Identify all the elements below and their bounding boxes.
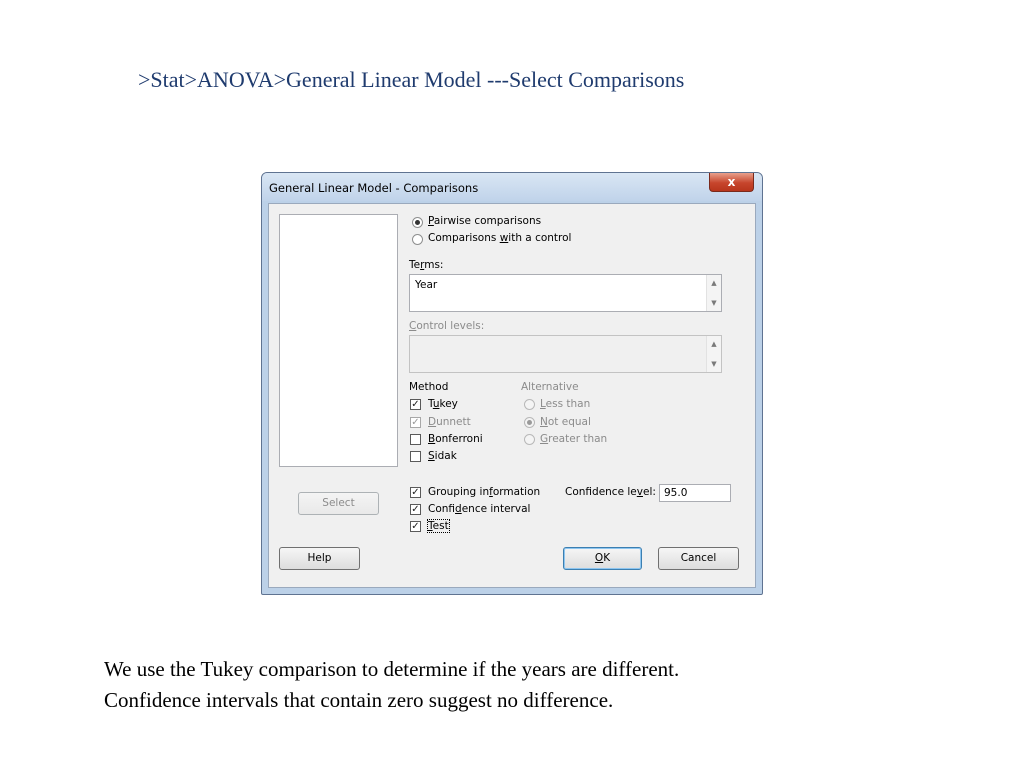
cancel-button[interactable]: Cancel xyxy=(658,547,739,570)
greater-than-radio[interactable] xyxy=(524,434,535,445)
tukey-checkbox[interactable]: ✓ xyxy=(411,399,420,410)
variables-listbox[interactable] xyxy=(279,214,398,467)
pairwise-comparisons-text: airwise comparisons xyxy=(433,215,542,227)
scroll-up-icon[interactable]: ▲ xyxy=(711,340,717,348)
confidence-level-label: Confidence level: xyxy=(565,486,656,498)
comparisons-with-control-radio[interactable] xyxy=(412,234,423,245)
test-label: Test xyxy=(428,520,449,532)
scroll-up-icon[interactable]: ▲ xyxy=(711,279,717,287)
ok-button[interactable]: OK xyxy=(563,547,642,570)
confidence-interval-checkbox[interactable]: ✓ xyxy=(411,504,420,515)
dialog-titlebar[interactable] xyxy=(262,173,762,201)
pairwise-comparisons-radio[interactable] xyxy=(412,217,423,228)
test-checkbox[interactable]: ✓ xyxy=(411,521,420,532)
dunnett-label: Dunnett xyxy=(428,416,471,428)
scroll-down-icon[interactable]: ▼ xyxy=(711,299,717,307)
grouping-information-label: Grouping information xyxy=(428,486,541,498)
less-than-label: Less than xyxy=(540,398,591,410)
slide-caption xyxy=(104,654,679,716)
close-button[interactable] xyxy=(709,173,754,192)
select-button[interactable]: Select xyxy=(298,492,379,515)
slide-title: >Stat>ANOVA>General Linear Model ---Select Comparisons xyxy=(138,67,685,92)
sidak-label: Sidak xyxy=(428,450,457,462)
grouping-information-checkbox[interactable]: ✓ xyxy=(411,487,420,498)
close-icon: x xyxy=(727,175,736,189)
alternative-label: Alternative xyxy=(521,381,579,393)
dunnett-checkbox[interactable]: ✓ xyxy=(411,417,420,428)
control-levels-textbox[interactable] xyxy=(409,335,722,373)
pairwise-comparisons-label: Pairwise comparisons xyxy=(428,215,542,227)
dialog-client-area xyxy=(268,203,756,588)
help-button[interactable]: Help xyxy=(279,547,360,570)
bonferroni-label: Bonferroni xyxy=(428,433,483,445)
bonferroni-checkbox[interactable] xyxy=(410,434,421,445)
not-equal-radio[interactable] xyxy=(524,417,535,428)
confidence-level-input[interactable]: 95.0 xyxy=(659,484,731,502)
control-levels-scrollbar[interactable] xyxy=(706,336,721,372)
terms-scrollbar[interactable] xyxy=(706,275,721,311)
caption-line-2: Confidence intervals that contain zero suggest no difference. xyxy=(104,688,614,712)
comparisons-with-control-label: Comparisons with a control xyxy=(428,232,572,244)
method-label: Method xyxy=(409,381,449,393)
less-than-radio[interactable] xyxy=(524,399,535,410)
comparisons-dialog xyxy=(261,172,763,595)
dialog-title: General Linear Model - Comparisons xyxy=(269,181,479,195)
control-levels-label: Control levels: xyxy=(409,320,485,332)
terms-label: Terms: xyxy=(409,259,444,271)
terms-value: Year xyxy=(415,279,438,291)
not-equal-label: Not equal xyxy=(540,416,591,428)
terms-textbox[interactable] xyxy=(409,274,722,312)
greater-than-label: Greater than xyxy=(540,433,608,445)
scroll-down-icon[interactable]: ▼ xyxy=(711,360,717,368)
sidak-checkbox[interactable] xyxy=(410,451,421,462)
confidence-interval-label: Confidence interval xyxy=(428,503,531,515)
tukey-label: Tukey xyxy=(428,398,458,410)
caption-line-1: We use the Tukey comparison to determine if the years are different. xyxy=(104,657,680,681)
